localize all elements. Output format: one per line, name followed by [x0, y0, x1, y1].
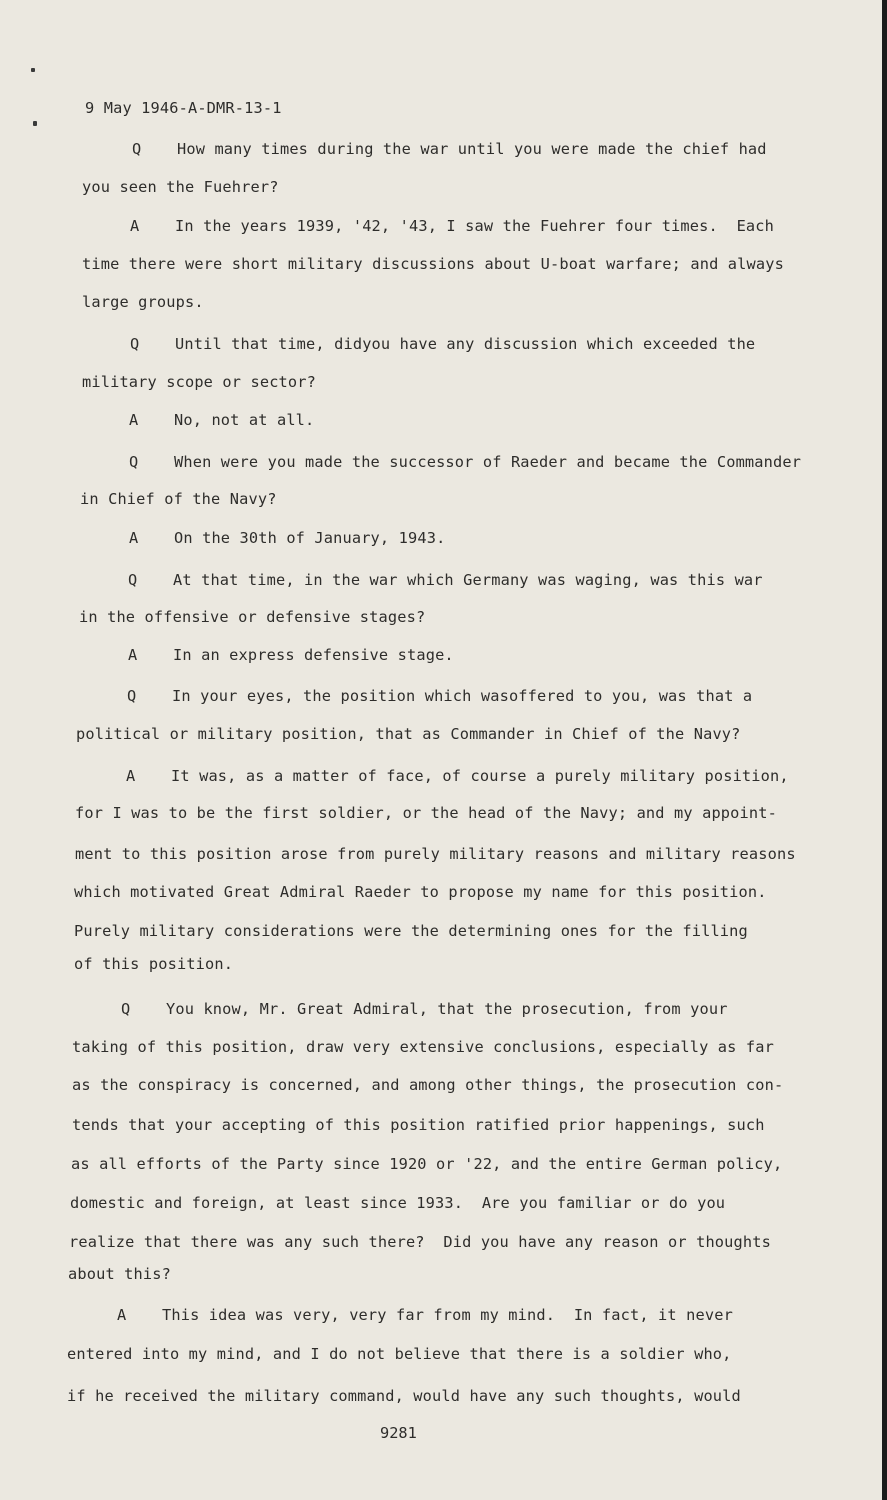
line-text: time there were short military discussions about U-boat warfare; and always	[82, 255, 784, 273]
line-text: Purely military considerations were the determining ones for the filling	[74, 922, 748, 940]
line-text: It was, as a matter of face, of course a purely military position,	[171, 767, 789, 785]
speaker-label: Q	[129, 453, 139, 471]
line-text: of this position.	[74, 955, 234, 973]
line-text: Until that time, didyou have any discussion which exceeded the	[175, 335, 756, 353]
line-text: as all efforts of the Party since 1920 or '22, and the entire German policy,	[71, 1155, 783, 1173]
line-text: In your eyes, the position which wasoffered to you, was that a	[172, 687, 753, 705]
question-line	[132, 139, 767, 159]
line-text: No, not at all.	[174, 411, 315, 429]
answer-line	[128, 645, 454, 665]
line-text: political or military position, that as Commander in Chief of the Navy?	[76, 725, 741, 743]
continuation-line	[74, 921, 748, 941]
speaker-label: A	[129, 411, 139, 429]
continuation-line	[79, 607, 425, 627]
line-text: for I was to be the first soldier, or the head of the Navy; and my appoint-	[75, 804, 777, 822]
line-text: How many times during the war until you were made the chief had	[177, 140, 767, 158]
continuation-line	[72, 1075, 783, 1095]
line-text: tends that your accepting of this position ratified prior happenings, such	[72, 1116, 765, 1134]
speaker-label: Q	[130, 335, 140, 353]
speaker-label: Q	[127, 687, 137, 705]
line-text: At that time, in the war which Germany was waging, was this war	[173, 571, 763, 589]
question-line	[127, 686, 752, 706]
line-text: In an express defensive stage.	[173, 646, 454, 664]
line-text: as the conspiracy is concerned, and among other things, the prosecution con-	[72, 1076, 784, 1094]
continuation-line	[72, 1037, 774, 1057]
margin-mark	[31, 68, 35, 72]
continuation-line	[74, 882, 767, 902]
line-text: entered into my mind, and I do not believe that there is a soldier who,	[67, 1345, 732, 1363]
line-text: You know, Mr. Great Admiral, that the prosecution, from your	[166, 1000, 728, 1018]
line-text: When were you made the successor of Raeder and became the Commander	[174, 453, 802, 471]
question-line	[128, 570, 763, 590]
answer-line	[129, 410, 314, 430]
line-text: taking of this position, draw very extensive conclusions, especially as far	[72, 1038, 774, 1056]
line-text: domestic and foreign, at least since 1933. Are you familiar or do you	[70, 1194, 726, 1212]
line-text: large groups.	[82, 293, 204, 311]
continuation-line	[71, 1154, 782, 1174]
continuation-line	[68, 1264, 171, 1284]
continuation-line	[82, 254, 784, 274]
line-text: which motivated Great Admiral Raeder to propose my name for this position.	[74, 883, 767, 901]
line-text: if he received the military command, would have any such thoughts, would	[67, 1387, 741, 1405]
speaker-label: A	[130, 217, 140, 235]
line-text: realize that there was any such there? Did you have any reason or thoughts	[69, 1233, 771, 1251]
scan-edge	[882, 0, 887, 1500]
line-text: you seen the Fuehrer?	[82, 178, 279, 196]
speaker-label: A	[117, 1306, 127, 1324]
speaker-label: Q	[128, 571, 138, 589]
continuation-line	[74, 954, 233, 974]
continuation-line	[75, 844, 796, 864]
line-text: military scope or sector?	[82, 373, 316, 391]
question-line	[121, 999, 728, 1019]
continuation-line	[67, 1386, 741, 1406]
page-header: 9 May 1946-A-DMR-13-1	[85, 99, 282, 117]
continuation-line	[69, 1232, 771, 1252]
margin-mark	[33, 121, 37, 126]
page-number: 9281	[380, 1424, 417, 1442]
speaker-label: A	[129, 529, 139, 547]
line-text: about this?	[68, 1265, 171, 1283]
answer-line	[129, 528, 445, 548]
question-line	[130, 334, 755, 354]
answer-line	[130, 216, 774, 236]
answer-line	[126, 766, 789, 786]
continuation-line	[82, 372, 316, 392]
answer-line	[117, 1305, 733, 1325]
speaker-label: A	[126, 767, 136, 785]
continuation-line	[70, 1193, 725, 1213]
continuation-line	[76, 724, 741, 744]
continuation-line	[82, 292, 204, 312]
line-text: in the offensive or defensive stages?	[79, 608, 426, 626]
line-text: On the 30th of January, 1943.	[174, 529, 446, 547]
continuation-line	[80, 489, 277, 509]
continuation-line	[67, 1344, 732, 1364]
speaker-label: Q	[132, 140, 142, 158]
continuation-line	[82, 177, 279, 197]
continuation-line	[75, 803, 777, 823]
line-text: in Chief of the Navy?	[80, 490, 277, 508]
continuation-line	[72, 1115, 765, 1135]
line-text: ment to this position arose from purely military reasons and military reasons	[75, 845, 796, 863]
line-text: This idea was very, very far from my mind. In fact, it never	[162, 1306, 733, 1324]
line-text: In the years 1939, '42, '43, I saw the Fuehrer four times. Each	[175, 217, 775, 235]
speaker-label: Q	[121, 1000, 131, 1018]
speaker-label: A	[128, 646, 138, 664]
question-line	[129, 452, 801, 472]
